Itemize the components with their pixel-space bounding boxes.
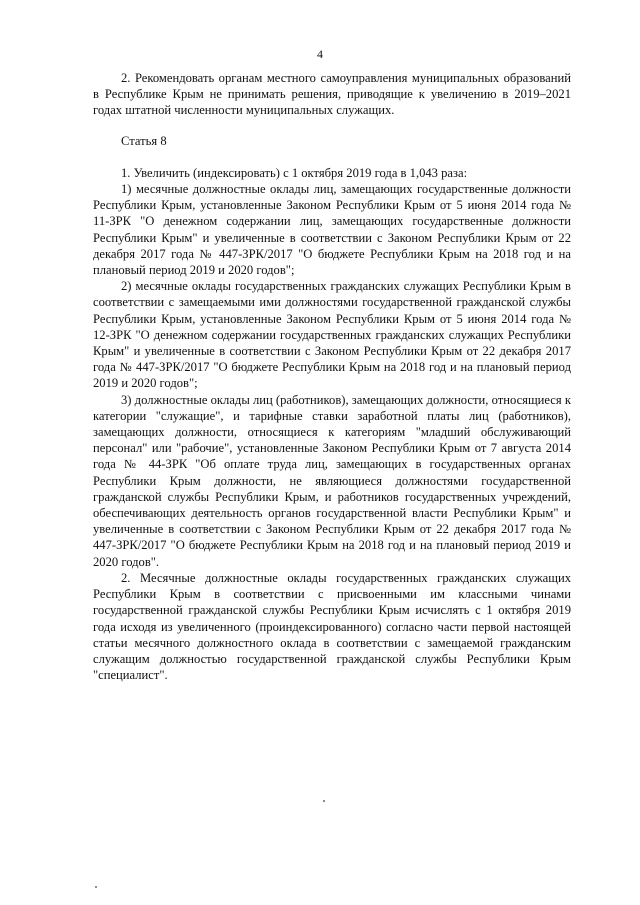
scan-speck — [323, 800, 325, 802]
paragraph-item-1: 1) месячные должностные оклады лиц, замещающих государственные должности Республики Крым, установленные Законом Республики Крым от 5 июня 2014 года № 11-ЗРК "О денежном содержании лиц, замещающих государственные должности Республики Крым" и увеличенные в соответствии с Законом Республики Крым от 22 декабря 2017 года № 447-ЗРК/2017 "О бюджете Республики Крым на 2018 год и на плановый период 2019 и 2020 годов"; — [93, 182, 571, 278]
document-body — [93, 70, 571, 683]
paragraph-indexation-intro: 1. Увеличить (индексировать) с 1 октября 2019 года в 1,043 раза: — [121, 165, 468, 180]
paragraph-class-rank-salaries: 2. Месячные должностные оклады государственных гражданских служащих Республики Крым в соответствии с присвоенными им классными чинами государственной гражданской службы Республики Крым исчислять с 1 октября 2019 года исходя из увеличенного (проиндексированного) согласно части первой настоящей статьи месячного должностного оклада в соответствии с замещаемой гражданским служащим должностью государственной гражданской службы Республики Крым "специалист". — [93, 570, 571, 683]
scan-speck — [95, 886, 97, 888]
paragraph-item-3: 3) должностные оклады лиц (работников), замещающих должности, относящиеся к категории "служащие", и тарифные ставки заработной платы лиц (работников), замещающих должности, относящиеся к категориям "младший обслуживающий персонал" или "рабочие", установленные Законом Республики Крым от 7 августа 2014 года № 44-ЗРК "Об оплате труда лиц, замещающих в государственных органах Республики Крым должности, не являющиеся должностями государственной гражданской службы Республики Крым, и работников государственных учреждений, обеспечивающих деятельность органов государственной власти Республики Крым" и увеличенные в соответствии с Законом Республики Крым от 22 декабря 2017 года № 447-ЗРК/2017 "О бюджете Республики Крым на 2018 год и на плановый период 2019 и 2020 годов". — [93, 392, 571, 569]
paragraph-recommendation: 2. Рекомендовать органам местного самоуправления муниципальных образований в Республике Крым не принимать решения, приводящие к увеличению в 2019–2021 годах штатной численности муниципальных служащих. — [93, 71, 571, 118]
paragraph-item-2: 2) месячные оклады государственных гражданских служащих Республики Крым в соответствии с замещаемыми ими должностями государственной гражданской службы Республики Крым, установленные Законом Республики Крым от 5 июня 2014 года № 12-ЗРК "О денежном содержании государственных гражданских служащих Республики Крым" и увеличенные в соответствии с Законом Республики Крым от 22 декабря 2017 года № 447-ЗРК/2017 "О бюджете Республики Крым на 2018 год и на плановый период 2019 и 2020 годов"; — [93, 279, 571, 391]
page-number: 4 — [317, 47, 323, 61]
article-heading: Статья 8 — [121, 133, 167, 148]
